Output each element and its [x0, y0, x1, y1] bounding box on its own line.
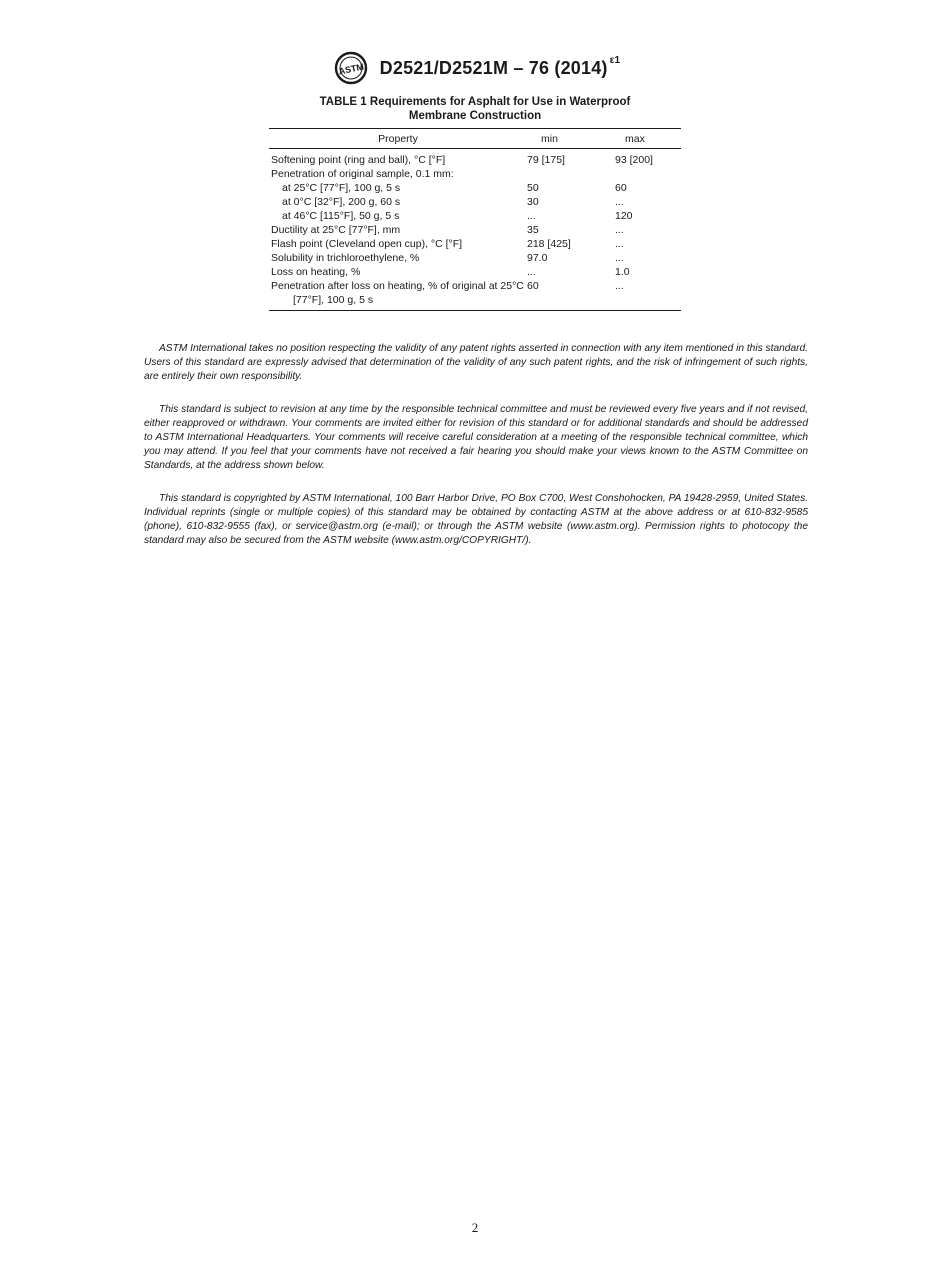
- cell-max: ...: [615, 252, 624, 264]
- table-caption-line-1: TABLE 1 Requirements for Asphalt for Use in Waterproof: [319, 96, 631, 108]
- copyright-notice: This standard is copyrighted by ASTM International, 100 Barr Harbor Drive, PO Box C700, West Conshohocken, PA 19428-2959, United States. Individual reprints (single or multiple copies) of this standard may be obtained by contacting ASTM at the above address or at 610-832-9585 (phone), 610-832-9555 (fax), or service@astm.org (e-mail); or through the ASTM website (www.astm.org). Permission rights to photocopy the standard may also be secured from the ASTM website (www.astm.org/COPYRIGHT/).: [144, 493, 808, 546]
- cell-min: 60: [527, 280, 539, 292]
- table-row: [269, 153, 681, 167]
- patent-notice: ASTM International takes no position respecting the validity of any patent rights asserted in connection with any item mentioned in this standard. Users of this standard are expressly advised that determination of the validity of any such patent rights, and the risk of infringement of such rights, are entirely their own responsibility.: [144, 343, 808, 382]
- cell-max: 60: [615, 182, 627, 194]
- cell-max: ...: [615, 196, 624, 208]
- table-caption: [0, 95, 950, 123]
- table-row: [269, 265, 681, 279]
- cell-max: ...: [615, 224, 624, 236]
- cell-min: ...: [527, 210, 536, 222]
- table-header-row: [269, 129, 681, 149]
- cell-max: ...: [615, 238, 624, 250]
- table-row: [269, 251, 681, 265]
- cell-property: at 0°C [32°F], 200 g, 60 s: [282, 196, 401, 208]
- table-row: [269, 209, 681, 223]
- cell-min: [527, 167, 615, 181]
- cell-max: ...: [615, 280, 624, 292]
- cell-property: at 25°C [77°F], 100 g, 5 s: [282, 182, 401, 194]
- page-number: 2: [471, 1220, 479, 1235]
- cell-property: Softening point (ring and ball), °C [°F]: [271, 154, 446, 166]
- cell-property: Penetration of original sample, 0.1 mm:: [271, 168, 454, 180]
- column-header-min: min: [541, 132, 558, 145]
- column-header-max: max: [625, 132, 645, 145]
- revision-notice: This standard is subject to revision at any time by the responsible technical committee and must be reviewed every five years and if not revised, either reapproved or withdrawn. Your comments are invited either for revision of this standard or for additional standards and should be addressed to ASTM International Headquarters. Your comments will receive careful consideration at a meeting of the responsible technical committee, which you may attend. If you feel that your comments have not received a fair hearing you should make your views known to the ASTM Committee on Standards, at the address shown below.: [144, 404, 808, 471]
- table-row: [269, 195, 681, 209]
- cell-max: [615, 167, 681, 181]
- column-header-property: Property: [378, 132, 418, 145]
- legal-notices: [144, 342, 808, 567]
- cell-property: Ductility at 25°C [77°F], mm: [271, 224, 401, 236]
- table-row: [269, 237, 681, 251]
- table-row: [269, 181, 681, 195]
- cell-min: 50: [527, 182, 539, 194]
- designation-text: D2521/D2521M – 76 (2014): [379, 57, 608, 78]
- astm-logo-icon: [330, 50, 372, 86]
- table-row: [269, 279, 681, 307]
- cell-property: at 46°C [115°F], 50 g, 5 s: [282, 210, 400, 222]
- cell-property: Loss on heating, %: [271, 266, 361, 278]
- table-row: [269, 223, 681, 237]
- table-body: [269, 149, 681, 310]
- cell-max: 93 [200]: [615, 154, 653, 166]
- designation-superscript: ε1: [609, 54, 621, 66]
- cell-max: 120: [615, 210, 633, 222]
- cell-min: 30: [527, 196, 539, 208]
- standard-designation: [379, 54, 621, 79]
- table-caption-line-2: Membrane Construction: [408, 110, 542, 122]
- cell-min: 35: [527, 224, 539, 236]
- requirements-table: [269, 128, 681, 311]
- cell-property: Solubility in trichloroethylene, %: [271, 252, 420, 264]
- cell-min: 79 [175]: [527, 154, 565, 166]
- table-row: [269, 167, 681, 181]
- cell-min: ...: [527, 266, 536, 278]
- cell-property: Flash point (Cleveland open cup), °C [°F]: [271, 238, 463, 250]
- astm-logo-text: ASTM: [337, 61, 365, 77]
- cell-min: 218 [425]: [527, 238, 571, 250]
- cell-max: 1.0: [615, 266, 630, 278]
- cell-property: Penetration after loss on heating, % of original at 25°C [77°F], 100 g, 5 s: [271, 280, 524, 306]
- page-header: [0, 50, 950, 86]
- cell-min: 97.0: [527, 252, 548, 264]
